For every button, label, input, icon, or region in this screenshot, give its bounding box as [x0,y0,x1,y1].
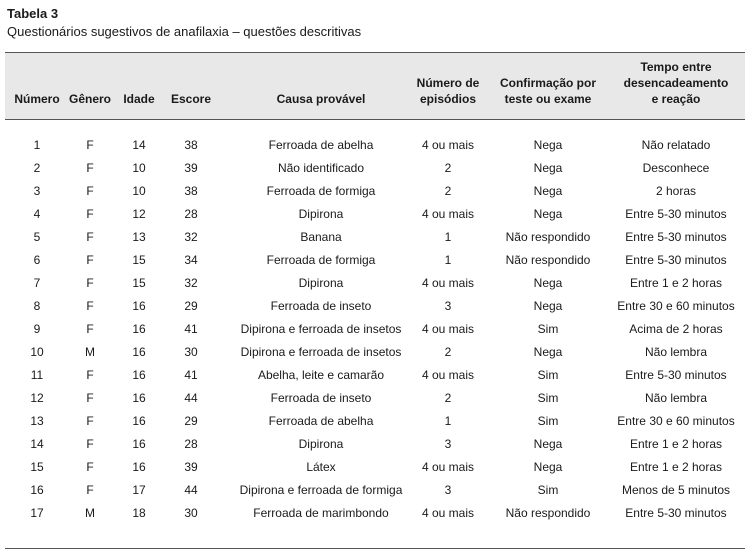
cell-causa: Ferroada de abelha [268,138,374,152]
cell-genero: F [86,483,94,497]
cell-causa: Banana [300,230,342,244]
cell-numero: 13 [30,414,44,428]
cell-episodios: 4 ou mais [421,506,475,520]
cell-episodios: 4 ou mais [421,322,475,336]
table-row [5,157,745,180]
cell-idade: 10 [132,184,146,198]
cell-escore: 41 [184,368,198,382]
cell-tempo: Não lembra [644,345,708,359]
cell-idade: 10 [132,161,146,175]
cell-confirmacao: Nega [533,345,563,359]
cell-tempo: Entre 5-30 minutos [625,368,727,382]
cell-confirmacao: Sim [537,368,559,382]
cell-genero: M [85,506,95,520]
header-confirmacao: Confirmação por teste ou exame [499,76,596,106]
cell-episodios: 3 [444,483,452,497]
cell-tempo: Entre 30 e 60 minutos [617,299,735,313]
cell-genero: F [86,368,94,382]
cell-causa: Dipirona e ferroada de insetos [240,345,402,359]
cell-numero: 10 [30,345,44,359]
cell-episodios: 2 [444,161,452,175]
cell-escore: 29 [184,414,198,428]
cell-escore: 32 [184,276,198,290]
header-idade: Idade [123,92,155,106]
cell-escore: 29 [184,299,198,313]
cell-confirmacao: Nega [533,207,563,221]
cell-episodios: 2 [444,184,452,198]
cell-genero: F [86,276,94,290]
cell-episodios: 2 [444,345,452,359]
cell-episodios: 4 ou mais [421,460,475,474]
cell-causa: Ferroada de inseto [270,391,372,405]
cell-idade: 17 [132,483,146,497]
table-row [5,203,745,226]
cell-tempo: Entre 1 e 2 horas [629,437,723,451]
cell-causa: Abelha, leite e camarão [257,368,385,382]
cell-numero: 17 [30,506,44,520]
cell-idade: 12 [132,207,146,221]
cell-episodios: 4 ou mais [421,276,475,290]
cell-genero: M [85,345,95,359]
cell-confirmacao: Nega [533,184,563,198]
cell-genero: F [86,414,94,428]
cell-causa: Não identificado [277,161,365,175]
cell-confirmacao: Sim [537,391,559,405]
cell-episodios: 1 [444,253,452,267]
table-row [5,226,745,249]
cell-idade: 16 [132,437,146,451]
header-tempo: Tempo entre desencadeamento e reação [623,60,729,106]
cell-confirmacao: Sim [537,483,559,497]
cell-escore: 32 [184,230,198,244]
cell-episodios: 4 ou mais [421,207,475,221]
cell-tempo: Entre 1 e 2 horas [629,460,723,474]
cell-escore: 34 [184,253,198,267]
cell-numero: 1 [33,138,41,152]
cell-confirmacao: Sim [537,414,559,428]
cell-idade: 16 [132,414,146,428]
cell-idade: 16 [132,299,146,313]
cell-causa: Ferroada de abelha [268,414,374,428]
cell-causa: Ferroada de inseto [270,299,372,313]
cell-idade: 16 [132,391,146,405]
cell-escore: 39 [184,460,198,474]
cell-numero: 2 [33,161,41,175]
cell-escore: 39 [184,161,198,175]
cell-escore: 44 [184,391,198,405]
cell-causa: Dipirona [298,207,344,221]
cell-confirmacao: Sim [537,322,559,336]
cell-causa: Ferroada de marimbondo [253,506,389,520]
table-row [5,134,745,157]
cell-causa: Dipirona [298,437,344,451]
header-episodios: Número de episódios [416,76,480,106]
cell-causa: Dipirona [298,276,344,290]
cell-idade: 16 [132,460,146,474]
cell-tempo: Acima de 2 horas [629,322,723,336]
cell-tempo: Entre 5-30 minutos [625,207,727,221]
cell-numero: 14 [30,437,44,451]
cell-confirmacao: Nega [533,161,563,175]
cell-confirmacao: Nega [533,460,563,474]
header-genero: Gênero [68,92,111,106]
cell-confirmacao: Não respondido [505,230,591,244]
cell-confirmacao: Nega [533,299,563,313]
cell-escore: 30 [184,345,198,359]
cell-genero: F [86,437,94,451]
table-caption: Questionários sugestivos de anafilaxia – questões descritivas [7,24,362,39]
cell-tempo: Não relatado [641,138,711,152]
cell-tempo: 2 horas [655,184,697,198]
cell-causa: Dipirona e ferroada de insetos [240,322,402,336]
cell-escore: 28 [184,207,198,221]
cell-causa: Dipirona e ferroada de formiga [239,483,403,497]
cell-tempo: Menos de 5 minutos [621,483,731,497]
cell-confirmacao: Nega [533,138,563,152]
table-row [5,180,745,203]
cell-numero: 6 [33,253,41,267]
cell-idade: 16 [132,345,146,359]
cell-genero: F [86,230,94,244]
cell-numero: 9 [33,322,41,336]
table-row [5,456,745,479]
cell-genero: F [86,138,94,152]
cell-tempo: Entre 5-30 minutos [625,253,727,267]
cell-episodios: 1 [444,230,452,244]
cell-numero: 11 [30,368,44,382]
cell-idade: 15 [132,276,146,290]
cell-escore: 38 [184,184,198,198]
cell-escore: 30 [184,506,198,520]
cell-idade: 18 [132,506,146,520]
cell-escore: 44 [184,483,198,497]
cell-genero: F [86,207,94,221]
cell-confirmacao: Nega [533,437,563,451]
table-body [5,134,745,525]
cell-tempo: Entre 5-30 minutos [625,506,727,520]
cell-episodios: 4 ou mais [421,138,475,152]
cell-confirmacao: Não respondido [505,506,591,520]
cell-confirmacao: Nega [533,276,563,290]
cell-idade: 16 [132,368,146,382]
cell-tempo: Desconhece [642,161,710,175]
cell-numero: 12 [30,391,44,405]
cell-tempo: Entre 30 e 60 minutos [617,414,735,428]
cell-numero: 15 [30,460,44,474]
table-header [5,52,745,120]
cell-tempo: Entre 1 e 2 horas [629,276,723,290]
table-bottom-rule [5,548,745,549]
cell-idade: 13 [132,230,146,244]
cell-episodios: 3 [444,299,452,313]
table-label: Tabela 3 [7,6,59,21]
table-row [5,272,745,295]
cell-idade: 14 [132,138,146,152]
table-row [5,341,745,364]
cell-genero: F [86,161,94,175]
cell-numero: 5 [33,230,41,244]
cell-episodios: 2 [444,391,452,405]
header-causa: Causa provável [276,92,366,106]
table-row [5,318,745,341]
cell-numero: 8 [33,299,41,313]
table-row [5,249,745,272]
cell-causa: Ferroada de formiga [266,253,376,267]
cell-escore: 41 [184,322,198,336]
table-row [5,433,745,456]
table-row [5,387,745,410]
cell-genero: F [86,322,94,336]
cell-numero: 3 [33,184,41,198]
cell-causa: Ferroada de formiga [266,184,376,198]
cell-episodios: 1 [444,414,452,428]
table-row [5,502,745,525]
cell-causa: Látex [306,460,336,474]
table-row [5,410,745,433]
cell-episodios: 4 ou mais [421,368,475,382]
cell-genero: F [86,299,94,313]
cell-tempo: Não lembra [644,391,708,405]
cell-escore: 28 [184,437,198,451]
header-escore: Escore [170,92,212,106]
table-row [5,295,745,318]
cell-genero: F [86,184,94,198]
cell-genero: F [86,460,94,474]
cell-numero: 16 [30,483,44,497]
header-numero: Número [14,92,60,106]
cell-escore: 38 [184,138,198,152]
cell-idade: 15 [132,253,146,267]
cell-numero: 7 [33,276,41,290]
cell-genero: F [86,253,94,267]
cell-genero: F [86,391,94,405]
table-row [5,479,745,502]
cell-numero: 4 [33,207,41,221]
table-row [5,364,745,387]
cell-episodios: 3 [444,437,452,451]
cell-tempo: Entre 5-30 minutos [625,230,727,244]
cell-confirmacao: Não respondido [505,253,591,267]
cell-idade: 16 [132,322,146,336]
